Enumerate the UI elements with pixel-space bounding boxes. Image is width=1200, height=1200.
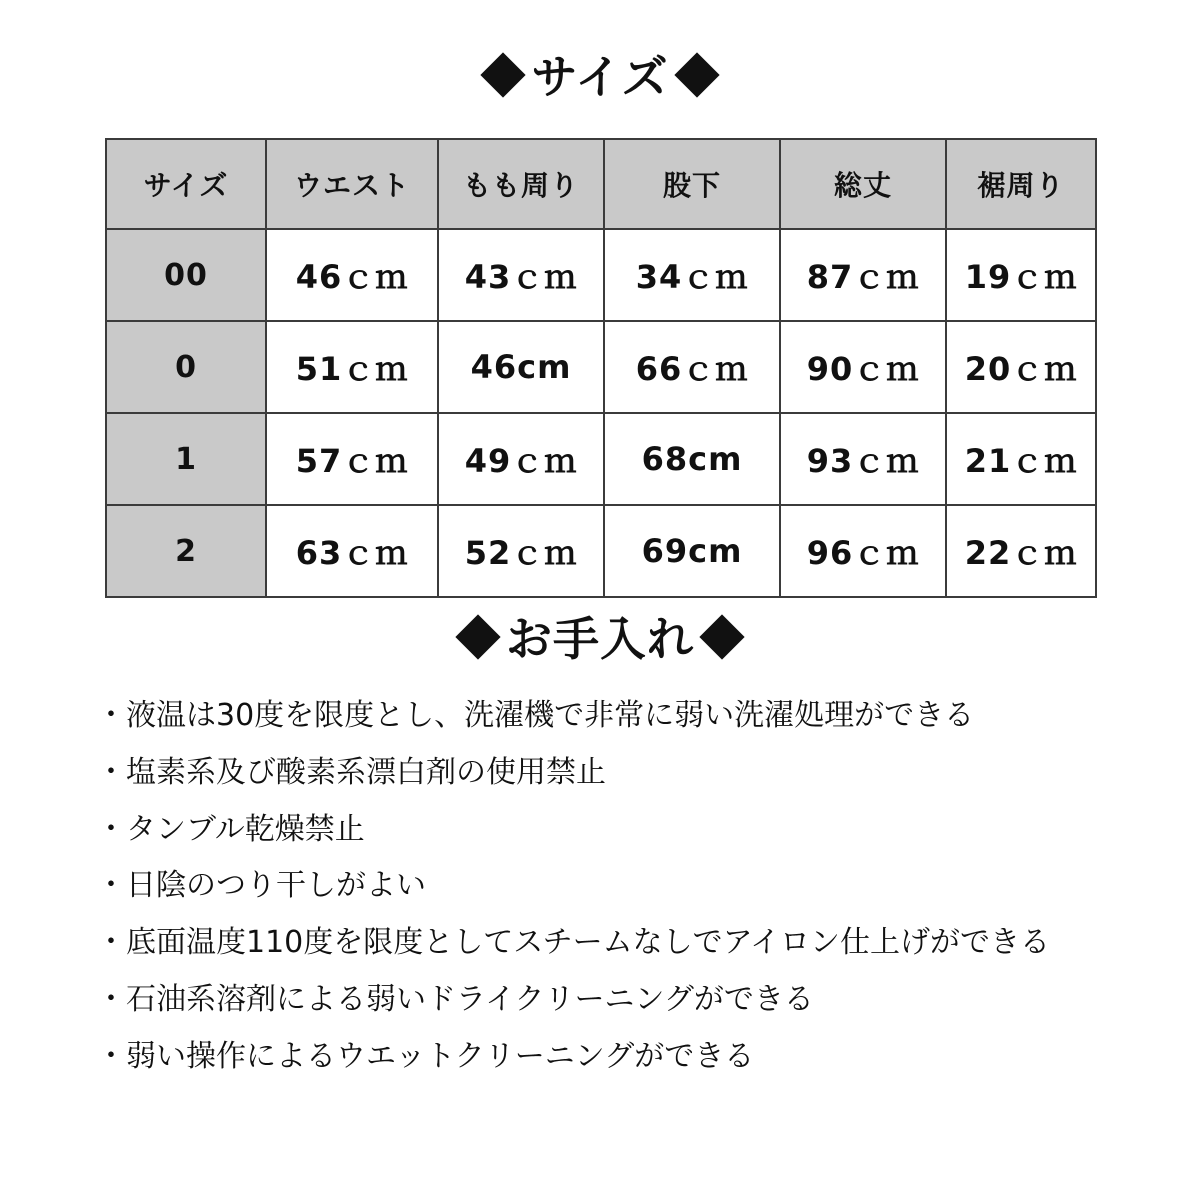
cell-length: 90ｃｍ (780, 321, 946, 413)
diamond-right-icon (674, 52, 719, 97)
care-heading-text: お手入れ (506, 611, 694, 666)
cell-inseam: 68cm (604, 413, 780, 505)
cell-size: 1 (106, 413, 266, 505)
cell-waist: 63ｃｍ (266, 505, 438, 597)
col-header-inseam: 股下 (604, 139, 780, 229)
cell-thigh: 43ｃｍ (438, 229, 604, 321)
col-header-thigh: もも周り (438, 139, 604, 229)
size-heading-text: サイズ (531, 49, 669, 104)
cell-inseam: 66ｃｍ (604, 321, 780, 413)
col-header-length: 総丈 (780, 139, 946, 229)
diamond-left-icon (481, 52, 526, 97)
cell-waist: 46ｃｍ (266, 229, 438, 321)
col-header-waist: ウエスト (266, 139, 438, 229)
cell-length: 87ｃｍ (780, 229, 946, 321)
list-item: ・底面温度110度を限度としてスチームなしでアイロン仕上げができる (96, 925, 1050, 961)
list-item: ・弱い操作によるウエットクリーニングができる (96, 1038, 755, 1074)
cell-length: 96ｃｍ (780, 505, 946, 597)
table-row (106, 505, 1096, 597)
diamond-right-icon (699, 614, 744, 659)
table-row (106, 229, 1096, 321)
cell-length: 93ｃｍ (780, 413, 946, 505)
size-table-body (106, 229, 1096, 597)
cell-hem: 22ｃｍ (946, 505, 1096, 597)
col-header-hem: 裾周り (946, 139, 1096, 229)
table-row (106, 413, 1096, 505)
cell-size: 0 (106, 321, 266, 413)
cell-inseam: 34ｃｍ (604, 229, 780, 321)
cell-size: 2 (106, 505, 266, 597)
col-header-size: サイズ (106, 139, 266, 229)
cell-size: 00 (106, 229, 266, 321)
cell-thigh: 46cm (438, 321, 604, 413)
cell-inseam: 69cm (604, 505, 780, 597)
table-header-row (106, 139, 1096, 229)
size-section-heading (0, 49, 1200, 104)
cell-hem: 20ｃｍ (946, 321, 1096, 413)
cell-hem: 19ｃｍ (946, 229, 1096, 321)
cell-thigh: 49ｃｍ (438, 413, 604, 505)
list-item: ・液温は30度を限度とし、洗濯機で非常に弱い洗濯処理ができる (96, 698, 975, 733)
table-row (106, 321, 1096, 413)
cell-waist: 57ｃｍ (266, 413, 438, 505)
diamond-left-icon (455, 614, 500, 659)
list-item: ・石油系溶剤による弱いドライクリーニングができる (96, 981, 814, 1017)
cell-waist: 51ｃｍ (266, 321, 438, 413)
size-table-head (106, 139, 1096, 229)
list-item: ・タンブル乾燥禁止 (96, 811, 365, 847)
size-table (105, 138, 1097, 598)
cell-thigh: 52ｃｍ (438, 505, 604, 597)
list-item: ・日陰のつり干しがよい (96, 868, 426, 904)
care-instruction-list (96, 700, 1136, 1098)
size-table-container (105, 138, 1095, 598)
cell-hem: 21ｃｍ (946, 413, 1096, 505)
care-section-heading (0, 611, 1200, 666)
list-item: ・塩素系及び酸素系漂白剤の使用禁止 (96, 754, 606, 790)
